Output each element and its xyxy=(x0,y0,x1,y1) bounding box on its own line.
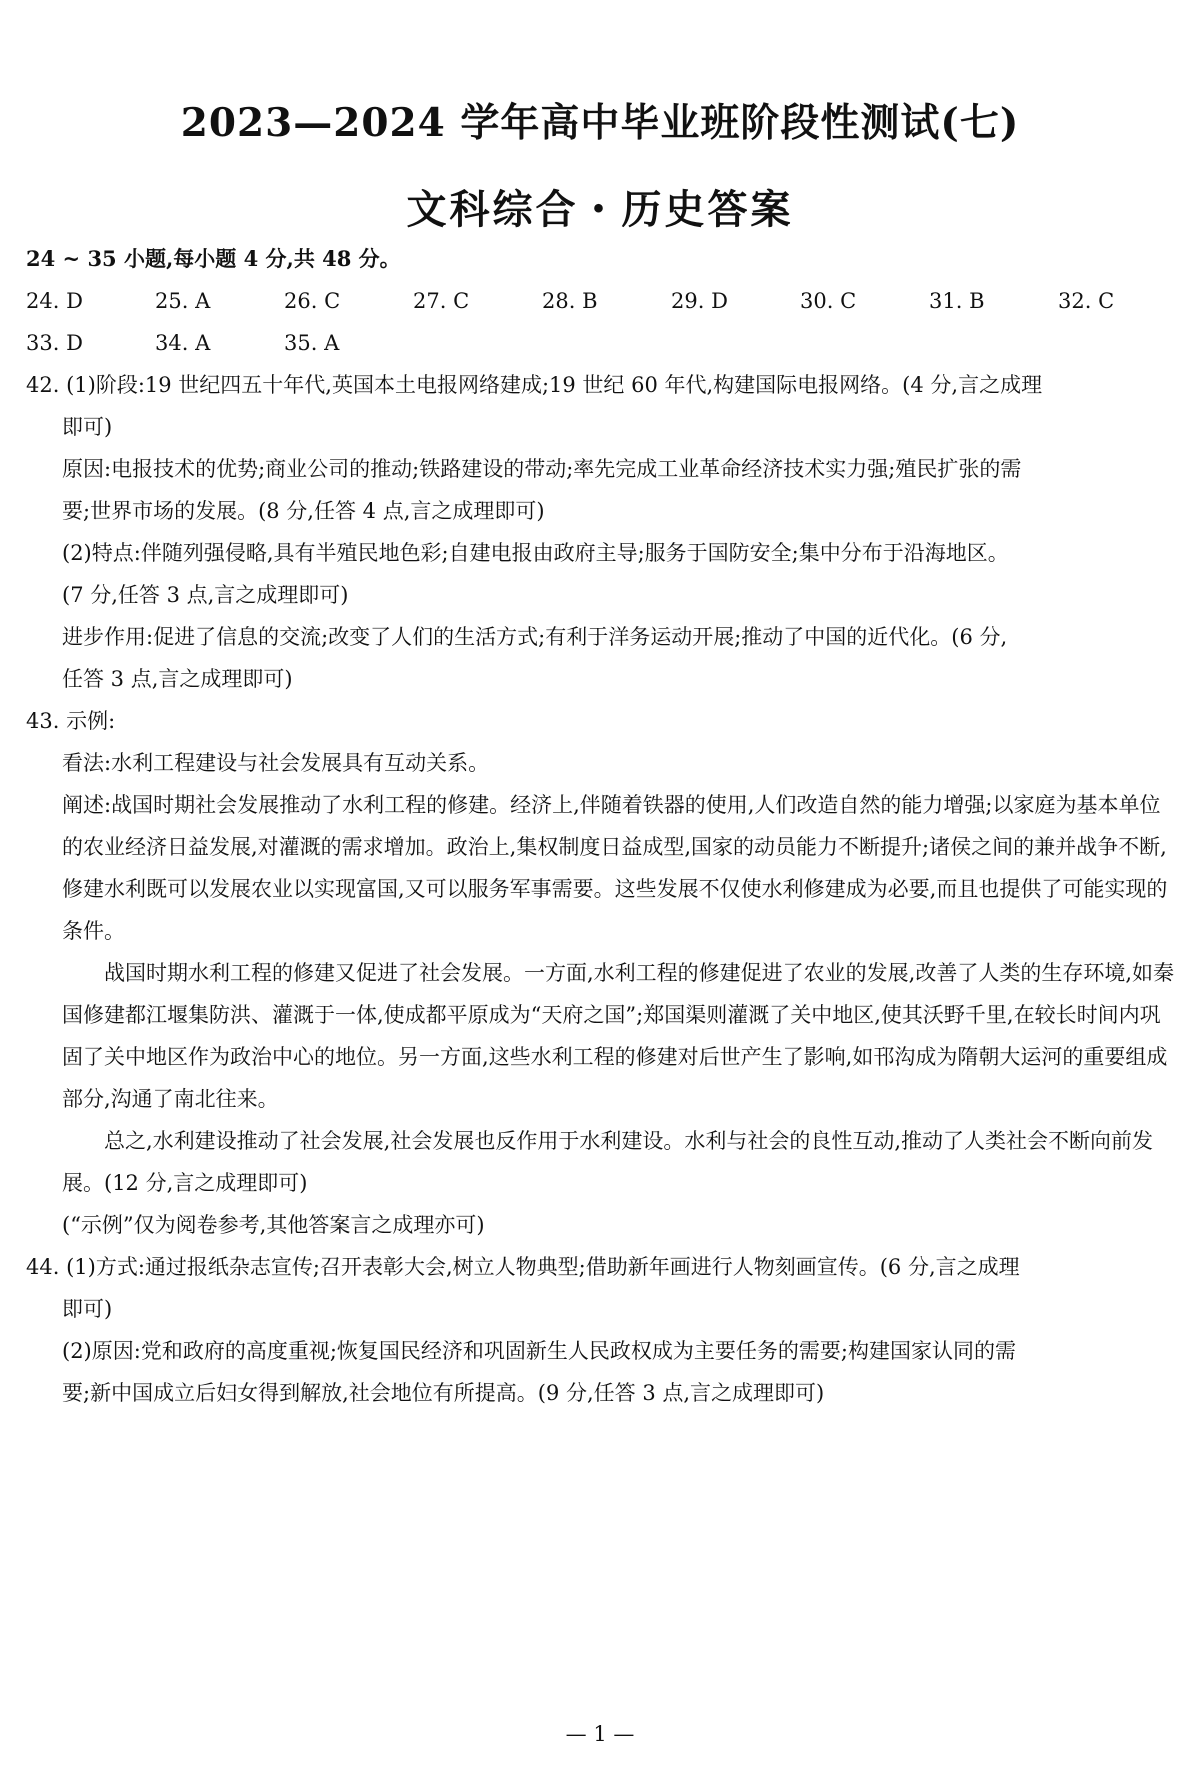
mc-answer: 33. D xyxy=(26,331,83,355)
mc-answer: 34. A xyxy=(155,331,211,355)
q42-line: 42. (1)阶段:19 世纪四五十年代,英国本土电报网络建成;19 世纪 60 年代,构建国际电报网络。(4 分,言之成理 xyxy=(26,373,1043,397)
question-43 xyxy=(26,700,1176,1246)
q43-note: (“示例”仅为阅卷参考,其他答案言之成理亦可) xyxy=(62,1213,485,1237)
q42-line: (7 分,任答 3 点,言之成理即可) xyxy=(62,583,349,607)
q43-line: 43. 示例: xyxy=(26,709,116,733)
q43-paragraph: 总之,水利建设推动了社会发展,社会发展也反作用于水利建设。水利与社会的良性互动,推动了人类社会不断向前发展。(12 分,言之成理即可) xyxy=(62,1129,1154,1195)
mc-answer: 25. A xyxy=(155,289,211,313)
question-44 xyxy=(26,1246,1176,1414)
q43-line: 看法:水利工程建设与社会发展具有互动关系。 xyxy=(62,751,490,775)
document-subtitle: 文科综合・历史答案 xyxy=(406,186,794,233)
mc-answers-row-2 xyxy=(26,322,1176,364)
q44-line: 即可) xyxy=(62,1297,113,1321)
q42-line: 进步作用:促进了信息的交流;改变了人们的生活方式;有利于洋务运动开展;推动了中国的近代化。(6 分, xyxy=(62,625,1008,649)
mc-header: 24 ~ 35 小题,每小题 4 分,共 48 分。 xyxy=(26,246,401,271)
mc-answer: 27. C xyxy=(413,289,470,313)
q42-line: 任答 3 点,言之成理即可) xyxy=(62,667,293,691)
q44-line: (2)原因:党和政府的高度重视;恢复国民经济和巩固新生人民政权成为主要任务的需要;构建国家认同的需 xyxy=(62,1339,1016,1363)
question-42 xyxy=(26,364,1176,700)
mc-answer: 29. D xyxy=(671,289,728,313)
mc-answer: 24. D xyxy=(26,289,83,313)
q44-line: 要;新中国成立后妇女得到解放,社会地位有所提高。(9 分,任答 3 点,言之成理即可) xyxy=(62,1381,825,1405)
q42-line: 要;世界市场的发展。(8 分,任答 4 点,言之成理即可) xyxy=(62,499,545,523)
mc-answer: 28. B xyxy=(542,289,598,313)
mc-answer: 30. C xyxy=(800,289,857,313)
q42-line: 原因:电报技术的优势;商业公司的推动;铁路建设的带动;率先完成工业革命经济技术实力强;殖民扩张的需 xyxy=(62,457,1022,481)
document-title: 2023—2024 学年高中毕业班阶段性测试(七) xyxy=(180,100,1020,146)
mc-answer: 26. C xyxy=(284,289,341,313)
q42-line: 即可) xyxy=(62,415,113,439)
q43-paragraph: 阐述:战国时期社会发展推动了水利工程的修建。经济上,伴随着铁器的使用,人们改造自然的能力增强;以家庭为基本单位的农业经济日益发展,对灌溉的需求增加。政治上,集权制度日益成型,国家的动员能力不断提升;诸侯之间的兼并战争不断,修建水利既可以发展农业以实现富国,又可以服务军事需要。这些发展不仅使水利修建成为必要,而且也提供了可能实现的条件。 xyxy=(62,793,1168,943)
answer-content xyxy=(26,238,1176,1414)
mc-answer: 32. C xyxy=(1058,289,1115,313)
q43-paragraph: 战国时期水利工程的修建又促进了社会发展。一方面,水利工程的修建促进了农业的发展,改善了人类的生存环境,如秦国修建都江堰集防洪、灌溉于一体,使成都平原成为“天府之国”;郑国渠则灌溉了关中地区,使其沃野千里,在较长时间内巩固了关中地区作为政治中心的地位。另一方面,这些水利工程的修建对后世产生了影响,如邗沟成为隋朝大运河的重要组成部分,沟通了南北往来。 xyxy=(62,961,1175,1111)
mc-answer: 31. B xyxy=(929,289,985,313)
q42-line: (2)特点:伴随列强侵略,具有半殖民地色彩;自建电报由政府主导;服务于国防安全;集中分布于沿海地区。 xyxy=(62,541,1009,565)
mc-answer: 35. A xyxy=(284,331,340,355)
q44-line: 44. (1)方式:通过报纸杂志宣传;召开表彰大会,树立人物典型;借助新年画进行人物刻画宣传。(6 分,言之成理 xyxy=(26,1255,1020,1279)
mc-answers-row-1 xyxy=(26,280,1176,322)
page-number: — 1 — xyxy=(565,1722,635,1746)
